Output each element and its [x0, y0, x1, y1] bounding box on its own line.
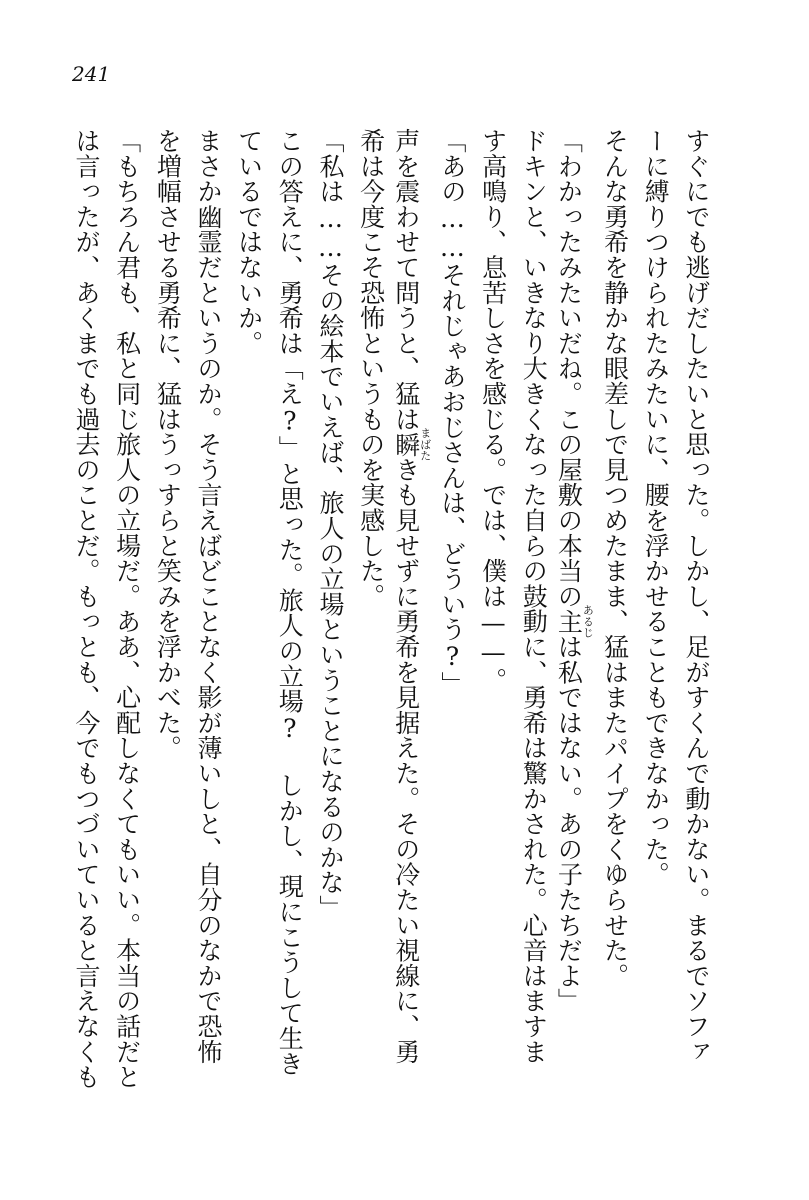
ruby-word: 主あるじ: [554, 604, 594, 639]
text-line: 「もちろん君も、私と同じ旅人の立場だ。ああ、心配しなくてもいい。本当の話だと: [112, 128, 142, 1090]
body-text: [66, 128, 716, 1108]
text-line: 「わかったみたいだね。この屋敷の本当の主あるじは私ではない。あの子たちだよ」: [554, 128, 594, 1014]
text-line: す高鳴り、息苦しさを感じる。では、僕は——。: [478, 128, 508, 693]
text-line: ーに縛りつけられたみたいに、腰を浮かせることもできなかった。: [641, 128, 671, 887]
text-line: すぐにでも逃げだしたいと思った。しかし、足がすくんで動かない。まるでソファ: [681, 128, 711, 1065]
text-line: ているではないか。: [234, 128, 264, 356]
page-number: 241: [72, 62, 111, 86]
text-line: 「私は……その絵本でいえば、旅人の立場ということになるのかな」: [315, 128, 345, 921]
text-line: 「あの……それじゃあおじさんは、どういう?」: [437, 128, 467, 697]
text-line: 声を震わせて問うと、猛は瞬まばたきも見せずに勇希を見据えた。その冷たい視線に、勇: [391, 128, 432, 1065]
text-line: まさか幽霊だというのか。そう言えばどことなく影が薄いしと、自分のなかで恐怖: [193, 128, 223, 1065]
furigana: あるじ: [581, 604, 594, 639]
text-line: 希は今度こそ恐怖というものを実感した。: [356, 128, 386, 609]
text-line: は言ったが、あくまでも過去のことだ。もっとも、今でもつづいていると言えなくも: [72, 128, 101, 1090]
text-line: そんな勇希を静かな眼差しで見つめたまま、猛はまたパイプをくゆらせた。: [600, 128, 630, 989]
ruby-word: 瞬まばた: [391, 427, 432, 462]
furigana: まばた: [418, 427, 432, 462]
text-line: ドキンと、いきなり大きくなった自らの鼓動に、勇希は驚かされた。心音はますま: [519, 128, 549, 1065]
text-line: この答えに、勇希は「え?」と思った。旅人の立場? しかし、現にこうして生き: [275, 128, 305, 1077]
text-line: を増幅させる勇希に、猛はうっすらと笑みを浮かべた。: [153, 128, 183, 761]
